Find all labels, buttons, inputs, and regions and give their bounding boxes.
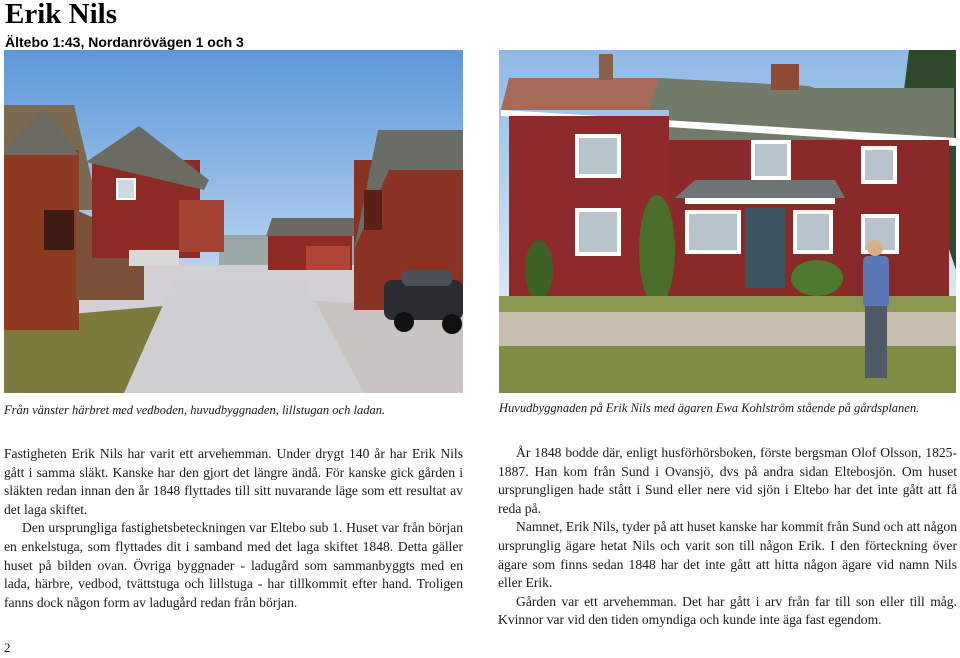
- left-text-column: [4, 445, 463, 612]
- main-house-illustration: [499, 50, 956, 393]
- farm-road-illustration: [4, 50, 463, 393]
- left-photo-caption: Från vänster härbret med vedboden, huvudbyggnaden, lillstugan och ladan.: [4, 403, 386, 417]
- paragraph: Gården var ett arvehemman. Det har gått i arv från far till son eller till måg. Kvinnor var vid den tiden omyndiga och kunde inte äga fast egendom.: [498, 593, 957, 628]
- paragraph: År 1848 bodde där, enligt husförhörsboken, förste bergsman Olof Olsson, 1825-1887. Han kom från Sund i Ovansjö, dvs på andra sidan Eltebosjön. Om huset ursprungligen hade stått i Sund eller nere vid sjön i Eltebo har det inte gått att få reda på.: [498, 445, 957, 516]
- paragraph: Namnet, Erik Nils, tyder på att huset kanske har kommit från Sund och att någon ursprunglig ägare hetat Nils och varit son till någon Erik. I den förteckning över ägare som finns sedan 1848 har det inte gått att hitta någon ägare vid namn Nils eller Erik.: [498, 519, 957, 591]
- page-title: Erik Nils: [5, 0, 117, 30]
- right-photo-caption: Huvudbyggnaden på Erik Nils med ägaren Ewa Kohlström stående på gårdsplanen.: [499, 401, 920, 415]
- page-number: 2: [4, 640, 11, 655]
- paragraph: Den ursprungliga fastighetsbeteckningen var Eltebo sub 1. Huset var från början en enkelstuga, som flyttades dit i samband med det laga skiftet 1848. Detta gäller huset på bilden ovan. Övriga byggnader - ladugård som sammanbyggts med en lada, härbre, vedbod, tvättstuga och lillstuga - har tillkommit efter hand. Troligen fanns dock någon form av ladugård redan från början.: [4, 520, 463, 610]
- paragraph: Fastigheten Erik Nils har varit ett arvehemman. Under drygt 140 år har Erik Nils gått i samma släkt. Kanske har den gjort det längre ändå. För kanske gick gården i släkten redan innan den år 1848 flyttades till sitt nuvarande läge som ett resultat av det laga skiftet.: [4, 446, 463, 517]
- right-text-column: [498, 444, 957, 630]
- main-house-photo: [499, 50, 956, 393]
- page-subtitle: Ältebo 1:43, Nordanrövägen 1 och 3: [5, 34, 244, 50]
- farm-road-photo: [4, 50, 463, 393]
